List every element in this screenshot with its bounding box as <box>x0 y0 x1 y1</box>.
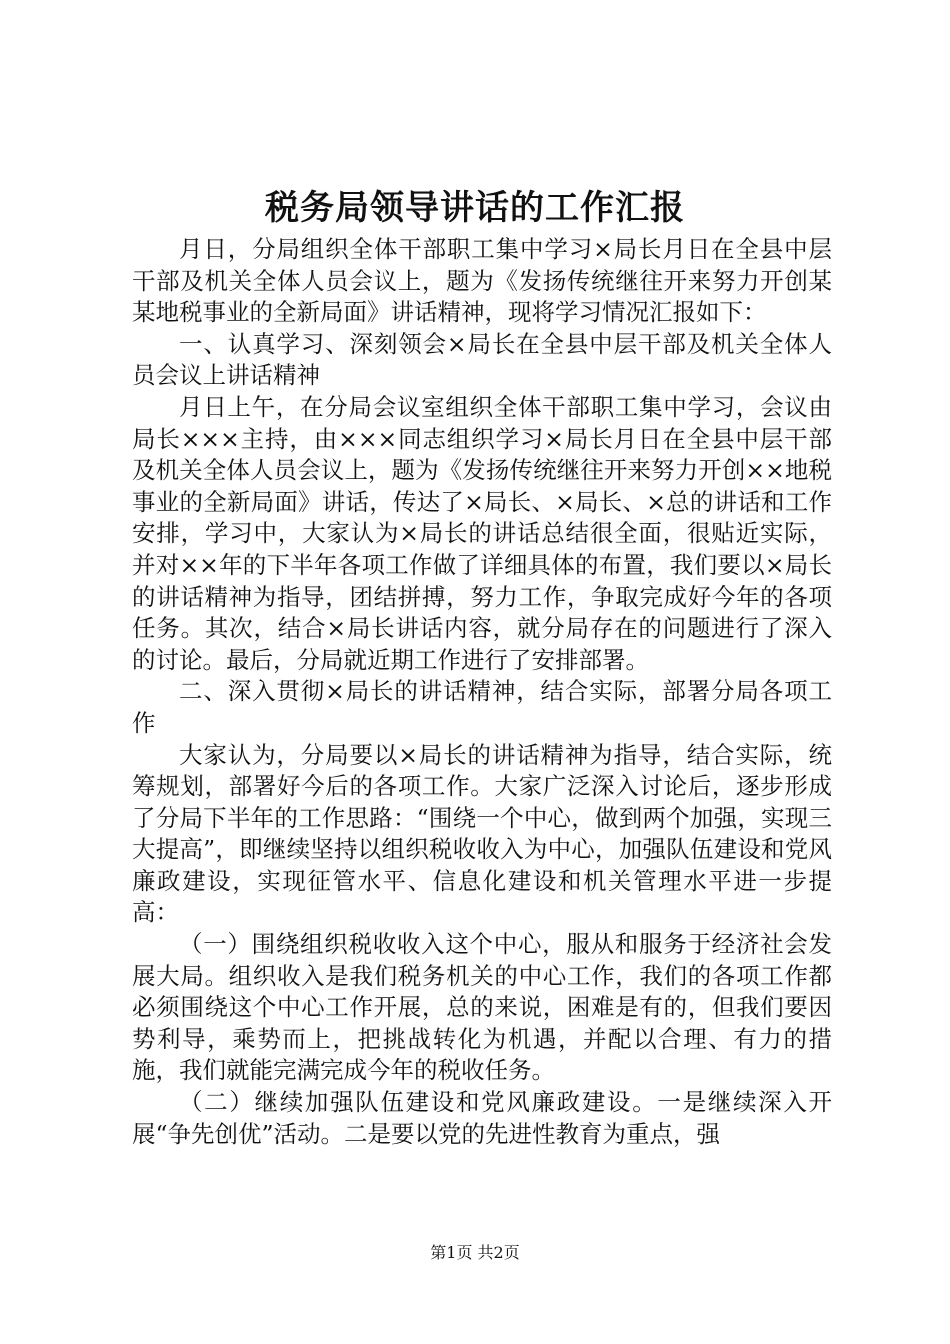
document-body <box>132 234 832 1150</box>
paragraph-work-plan: 大家认为，分局要以×局长的讲话精神为指导，结合实际，统筹规划，部署好今后的各项工作。大家广泛深入讨论后，逐步形成了分局下半年的工作思路：“围绕一个中心，做到两个加强，实现三大提高”，即继续坚持以组织税收收入为中心，加强队伍建设和党风廉政建设，实现征管水平、信息化建设和机关管理水平进一步提高： <box>132 740 832 927</box>
document-title: 税务局领导讲话的工作汇报 <box>265 188 685 228</box>
paragraph-item-2: （二）继续加强队伍建设和党风廉政建设。一是继续深入开展“争先创优”活动。二是要以党的先进性教育为重点，强 <box>132 1088 832 1148</box>
page-number-footer: 第1页 共2页 <box>430 1243 520 1262</box>
section-heading-1: 一、认真学习、深刻领会×局长在全县中层干部及机关全体人员会议上讲话精神 <box>132 329 832 390</box>
section-heading-2: 二、深入贯彻×局长的讲话精神，结合实际，部署分局各项工作 <box>132 677 832 737</box>
paragraph-item-1: （一）围绕组织税收收入这个中心，服从和服务于经济社会发展大局。组织收入是我们税务机关的中心工作，我们的各项工作都必须围绕这个中心工作开展，总的来说，困难是有的，但我们要因势利导，乘势而上，把挑战转化为机遇，并配以合理、有力的措施，我们就能完满完成今年的税收任务。 <box>132 930 832 1085</box>
paragraph-intro: 月日，分局组织全体干部职工集中学习×局长月日在全县中层干部及机关全体人员会议上，题为《发扬传统继往开来努力开创某某地税事业的全新局面》讲话精神，现将学习情况汇报如下： <box>132 235 832 327</box>
paragraph-study-session: 月日上午，在分局会议室组织全体干部职工集中学习，会议由局长×××主持，由×××同志组织学习×局长月日在全县中层干部及机关全体人员会议上，题为《发扬传统继往开来努力开创××地税事业的全新局面》讲话，传达了×局长、×局长、×总的讲话和工作安排，学习中，大家认为×局长的讲话总结很全面，很贴近实际，并对××年的下半年各项工作做了详细具体的布置，我们要以×局长的讲话精神为指导，团结拼搏，努力工作，争取完成好今年的各项任务。其次，结合×局长讲话内容，就分局存在的问题进行了深入的讨论。最后，分局就近期工作进行了安排部署。 <box>132 392 832 674</box>
